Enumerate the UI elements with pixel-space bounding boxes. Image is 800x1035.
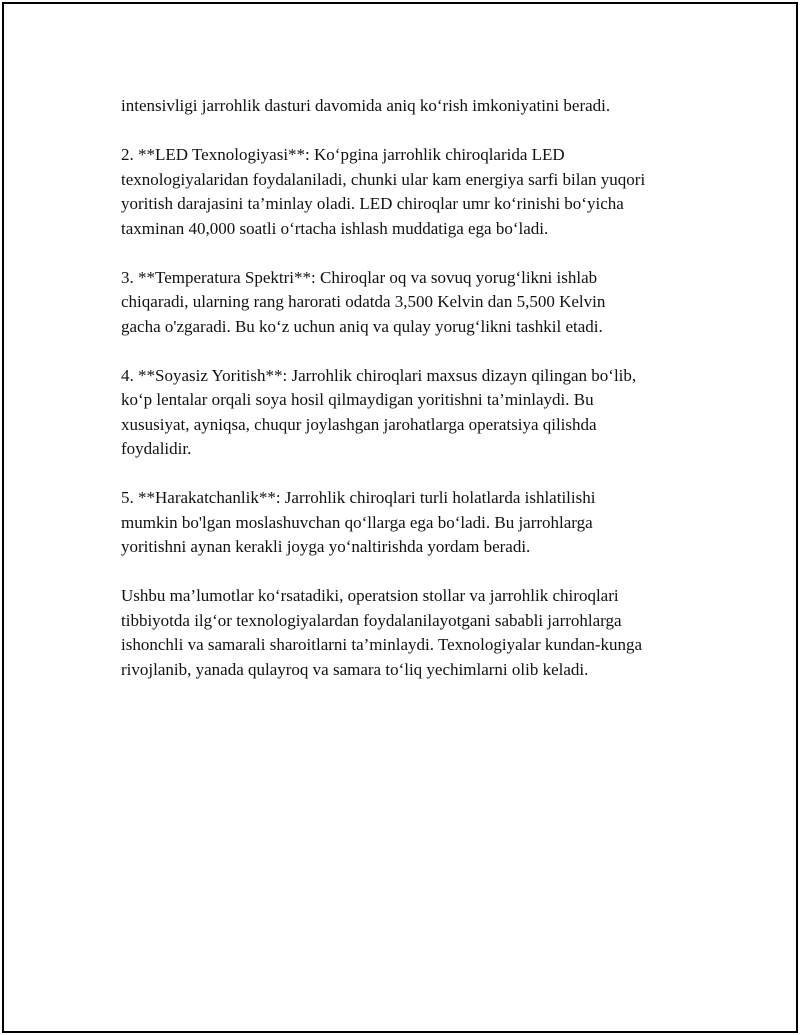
page-frame bbox=[2, 2, 798, 1033]
paragraph-conclusion: Ushbu ma’lumotlar ko‘rsatadiki, operatsion stollar va jarrohlik chiroqlari tibbiyotda ilg‘or texnologiyalardan foydalanilayotgani sababli jarrohlarga ishonchli va samarali sharoitlarni ta’minlaydi. Texnologiyalar kundan-kunga rivojlanib, yanada qulayroq va samara to‘liq yechimlarni olib keladi. bbox=[121, 586, 643, 679]
page-body bbox=[121, 94, 711, 707]
paragraph-temperature-spectrum: 3. **Temperatura Spektri**: Chiroqlar oq va sovuq yorug‘likni ishlab chiqaradi, ularning rang harorati odatda 3,500 Kelvin dan 5,500 Kelvin gacha o'zgaradi. Bu ko‘z uchun aniq va qulay yorug‘likni tashkil etadi. bbox=[121, 267, 606, 336]
paragraph-mobility: 5. **Harakatchanlik**: Jarrohlik chiroqlari turli holatlarda ishlatilishi mumkin bo'lgan moslashuvchan qo‘llarga ega bo‘ladi. Bu jarrohlarga yoritishni aynan kerakli joyga yo‘naltirishda yordam beradi. bbox=[121, 488, 596, 556]
paragraph-shadowless-lighting: 4. **Soyasiz Yoritish**: Jarrohlik chiroqlari maxsus dizayn qilingan bo‘lib, ko‘p lentalar orqali soya hosil qilmaydigan yoritishni ta’minlaydi. Bu xususiyat, ayniqsa, chuqur joylashgan jarohatlarga operatsiya qilishda foydalidir. bbox=[121, 365, 637, 458]
paragraph-intro-continuation: intensivligi jarrohlik dasturi davomida aniq ko‘rish imkoniyatini beradi. bbox=[121, 96, 611, 115]
paragraph-led-technology: 2. **LED Texnologiyasi**: Ko‘pgina jarrohlik chiroqlarida LED texnologiyalaridan foydalaniladi, chunki ular kam energiya sarfi bilan yuqori yoritish darajasini ta’minlay oladi. LED chiroqlar umr ko‘rinishi bo‘yicha taxminan 40,000 soatli o‘rtacha ishlash muddatiga ega bo‘ladi. bbox=[121, 145, 646, 238]
